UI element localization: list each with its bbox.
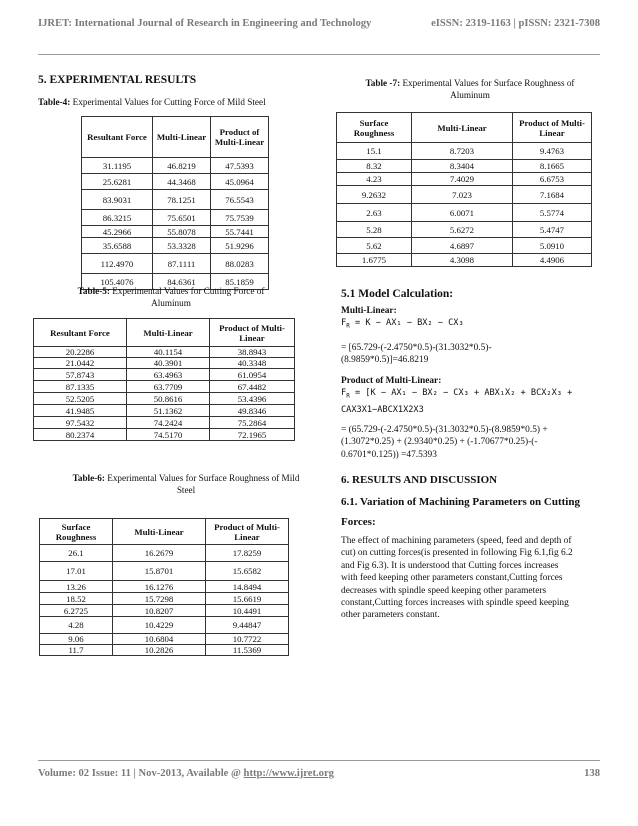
- product-multi-linear-title: Product of Multi-Linear:: [341, 376, 442, 386]
- table-cell: 25.6281: [82, 174, 153, 190]
- table-cell: 51.1362: [127, 405, 210, 417]
- table-cell: 63.4963: [127, 369, 210, 381]
- table-cell: 61.0954: [210, 369, 295, 381]
- footer-volume: Volume: 02 Issue: 11 | Nov-2013, Available @: [38, 768, 244, 779]
- table-cell: 40.3348: [210, 358, 295, 369]
- table-cell: 46.8219: [153, 158, 211, 174]
- table-cell: 4.4906: [513, 254, 592, 267]
- section-6-paragraph: The effect of machining parameters (speed, feed and depth of cut) on cutting forces(is presented in following Fig 6.1,fig 6.2 and Fig 6.3). It is understood that Cutting forces increases with feed keeping other parameters constant,Cutting forces decreases with spindle speed keeping other parameters constant,Cutting forces increases with spindle speed keeping other parameters constant.: [341, 536, 573, 621]
- table-cell: 5.62: [337, 238, 412, 254]
- table-cell: 14.8494: [206, 581, 289, 593]
- table-cell: 6.2725: [40, 605, 113, 617]
- table-row: [337, 254, 592, 267]
- table7-caption-line1: Experimental Values for Surface Roughness of: [400, 78, 575, 88]
- table-cell: 31.1195: [82, 158, 153, 174]
- table-cell: 15.6582: [206, 562, 289, 581]
- table-cell: 9.06: [40, 634, 113, 645]
- product-multi-linear-formula-line2: CAX3X1−ABCX1X2X3: [341, 404, 424, 415]
- multi-linear-calc-line1: = [65.729-(-2.4750*0.5)-(31.3032*0.5)-: [341, 342, 492, 353]
- table-row: [40, 617, 289, 634]
- table5-label: Table-5:: [77, 286, 110, 296]
- table-row: [82, 190, 269, 210]
- table-row: [82, 226, 269, 238]
- table-cell: 1.6775: [337, 254, 412, 267]
- table-cell: 26.1: [40, 545, 113, 562]
- table-cell: 50.8616: [127, 393, 210, 405]
- table-cell: 6.0071: [412, 204, 513, 222]
- issn-info: eISSN: 2319-1163 | pISSN: 2321-7308: [431, 18, 600, 29]
- multi-linear-block: [341, 305, 603, 366]
- pml-calc-line1: = (65.729-(-2.4750*0.5)-(31.3032*0.5)-(8.9859*0.5) +: [341, 424, 548, 435]
- table-row: [34, 405, 295, 417]
- table-row: [337, 143, 592, 160]
- multi-linear-formula: $F_R = K - AX_1 - BX_2 - CX_3$: [341, 318, 464, 331]
- table-cell: 17.01: [40, 562, 113, 581]
- table5-header: Multi-Linear: [127, 319, 210, 347]
- table-row: [337, 238, 592, 254]
- table-cell: 51.9296: [211, 238, 269, 254]
- table-cell: 35.6588: [82, 238, 153, 254]
- table7-header: Product of Multi-Linear: [513, 113, 592, 143]
- header-divider: [38, 54, 600, 55]
- table-cell: 45.0964: [211, 174, 269, 190]
- table-row: [337, 222, 592, 238]
- product-multi-linear-formula: $F_R = [K - AX_1 - BX_2 - CX_3 + ABX_1X_2 + BCX_2X_3$ +: [341, 388, 573, 401]
- table-cell: 10.2826: [113, 645, 206, 656]
- table-row: [34, 381, 295, 393]
- table7-caption: [340, 77, 600, 101]
- journal-header: [38, 18, 600, 29]
- table-row: [82, 158, 269, 174]
- table-row: [40, 545, 289, 562]
- table-cell: 72.1965: [210, 429, 295, 441]
- journal-link[interactable]: http://www.ijret.org: [243, 768, 334, 779]
- table-cell: 67.4482: [210, 381, 295, 393]
- table-row: [40, 581, 289, 593]
- table-cell: 86.3215: [82, 210, 153, 226]
- table7: [336, 112, 592, 267]
- table-cell: 44.3468: [153, 174, 211, 190]
- table-cell: 10.8207: [113, 605, 206, 617]
- table4-caption: [38, 96, 328, 108]
- table-cell: 13.26: [40, 581, 113, 593]
- table-cell: 20.2286: [34, 347, 127, 358]
- table-cell: 5.4747: [513, 222, 592, 238]
- table-cell: 9.2632: [337, 186, 412, 204]
- table-cell: 49.8346: [210, 405, 295, 417]
- page-footer: [38, 768, 600, 779]
- table6-caption-line1: Experimental Values for Surface Roughness of Mild: [104, 473, 300, 483]
- table-cell: 75.2864: [210, 417, 295, 429]
- table4: [81, 116, 269, 290]
- table6-header: Product of Multi-Linear: [206, 519, 289, 545]
- table7-header: Multi-Linear: [412, 113, 513, 143]
- table5-caption-line2: Aluminum: [151, 298, 191, 308]
- table-cell: 97.5432: [34, 417, 127, 429]
- multi-linear-title: Multi-Linear:: [341, 306, 397, 316]
- table-row: [34, 417, 295, 429]
- table-cell: 40.1154: [127, 347, 210, 358]
- table-cell: 4.6897: [412, 238, 513, 254]
- table6-caption: [38, 472, 334, 496]
- table-cell: 15.8701: [113, 562, 206, 581]
- table6-caption-line2: Steel: [176, 485, 196, 495]
- table-cell: 15.6619: [206, 593, 289, 605]
- table-cell: 8.7203: [412, 143, 513, 160]
- table-row: [34, 393, 295, 405]
- table-cell: 112.4970: [82, 254, 153, 274]
- table-row: [82, 210, 269, 226]
- table7-label: Table -7:: [365, 78, 401, 88]
- table-cell: 80.2374: [34, 429, 127, 441]
- table-cell: 9.44847: [206, 617, 289, 634]
- section-5-title: 5. EXPERIMENTAL RESULTS: [38, 74, 197, 86]
- table-cell: 6.6753: [513, 173, 592, 186]
- table-row: [34, 369, 295, 381]
- table-cell: 87.1111: [153, 254, 211, 274]
- table-cell: 7.4029: [412, 173, 513, 186]
- table-cell: 11.5369: [206, 645, 289, 656]
- table-row: [34, 429, 295, 441]
- table-cell: 17.8259: [206, 545, 289, 562]
- table7-caption-line2: Aluminum: [450, 90, 490, 100]
- table-cell: 57.8743: [34, 369, 127, 381]
- table-cell: 52.5205: [34, 393, 127, 405]
- table5-caption-line1: Experimental Values for Cutting Force of: [109, 286, 265, 296]
- table6-label: Table-6:: [72, 473, 105, 483]
- table-cell: 10.6804: [113, 634, 206, 645]
- table-row: [40, 645, 289, 656]
- table-cell: 10.4229: [113, 617, 206, 634]
- table6: [39, 518, 289, 656]
- table-row: [40, 593, 289, 605]
- table-cell: 5.0910: [513, 238, 592, 254]
- table4-label: Table-4:: [38, 97, 71, 107]
- pml-calc-line2: (1.3072*0.25) + (2.9340*0.25) + (-1.70677*0.25)-(-: [341, 437, 538, 448]
- table-cell: 4.28: [40, 617, 113, 634]
- pml-calc-line3: 0.6701*0.125)) =47.5393: [341, 449, 437, 460]
- table-cell: 4.23: [337, 173, 412, 186]
- table-cell: 9.4763: [513, 143, 592, 160]
- table-cell: 21.0442: [34, 358, 127, 369]
- table7-header: Surface Roughness: [337, 113, 412, 143]
- table5: [33, 318, 295, 441]
- table-cell: 18.52: [40, 593, 113, 605]
- table-cell: 74.2424: [127, 417, 210, 429]
- table-cell: 63.7709: [127, 381, 210, 393]
- table4-header: Product of Multi-Linear: [211, 117, 269, 158]
- section-6-1-title: 6.1. Variation of Machining Parameters on Cutting Forces:: [341, 496, 580, 528]
- product-multi-linear-block: [341, 375, 611, 461]
- table-cell: 4.3098: [412, 254, 513, 267]
- table-cell: 7.023: [412, 186, 513, 204]
- table4-header: Resultant Force: [82, 117, 153, 158]
- table-row: [82, 238, 269, 254]
- table-cell: 76.5543: [211, 190, 269, 210]
- table-cell: 53.4396: [210, 393, 295, 405]
- table-cell: 10.4491: [206, 605, 289, 617]
- table-cell: 55.7441: [211, 226, 269, 238]
- table6-header: Multi-Linear: [113, 519, 206, 545]
- table-cell: 8.32: [337, 160, 412, 173]
- table-cell: 38.8943: [210, 347, 295, 358]
- table-cell: 45.2966: [82, 226, 153, 238]
- table-row: [34, 347, 295, 358]
- table-cell: 8.1665: [513, 160, 592, 173]
- table-cell: 10.7722: [206, 634, 289, 645]
- section-6-title: 6. RESULTS AND DISCUSSION: [341, 474, 498, 486]
- multi-linear-calc-line2: (8.9859*0.5)]=46.8219: [341, 354, 429, 365]
- table-cell: 83.9031: [82, 190, 153, 210]
- table-cell: 87.1335: [34, 381, 127, 393]
- table-cell: 75.6501: [153, 210, 211, 226]
- table-cell: 74.5170: [127, 429, 210, 441]
- table-cell: 15.1: [337, 143, 412, 160]
- table-cell: 41.9485: [34, 405, 127, 417]
- table-cell: 105.4076: [82, 274, 153, 290]
- table-cell: 8.3404: [412, 160, 513, 173]
- table-cell: 5.5774: [513, 204, 592, 222]
- table-cell: 16.2679: [113, 545, 206, 562]
- table-cell: 15.7298: [113, 593, 206, 605]
- table-row: [337, 186, 592, 204]
- table4-header: Multi-Linear: [153, 117, 211, 158]
- table-row: [337, 204, 592, 222]
- table-row: [40, 605, 289, 617]
- table-cell: 16.1276: [113, 581, 206, 593]
- table-cell: 5.28: [337, 222, 412, 238]
- table-row: [337, 173, 592, 186]
- table-cell: 11.7: [40, 645, 113, 656]
- table-cell: 85.1859: [211, 274, 269, 290]
- table4-caption-text: Experimental Values for Cutting Force of Mild Steel: [70, 97, 266, 107]
- table-row: [82, 254, 269, 274]
- model-calc-title: 5.1 Model Calculation:: [341, 288, 454, 300]
- table-cell: 40.3901: [127, 358, 210, 369]
- table-cell: 53.3328: [153, 238, 211, 254]
- table-row: [337, 160, 592, 173]
- table5-caption: [56, 285, 286, 309]
- table5-header: Resultant Force: [34, 319, 127, 347]
- journal-title: IJRET: International Journal of Research in Engineering and Technology: [38, 18, 372, 29]
- table5-header: Product of Multi-Linear: [210, 319, 295, 347]
- table-cell: 84.6361: [153, 274, 211, 290]
- table-cell: 88.0283: [211, 254, 269, 274]
- footer-divider: [38, 760, 600, 761]
- table-cell: 2.63: [337, 204, 412, 222]
- table-cell: 78.1251: [153, 190, 211, 210]
- table-row: [40, 634, 289, 645]
- table-row: [40, 562, 289, 581]
- table-row: [34, 358, 295, 369]
- table-row: [82, 174, 269, 190]
- table-cell: 7.1684: [513, 186, 592, 204]
- table-cell: 55.8078: [153, 226, 211, 238]
- table-cell: 5.6272: [412, 222, 513, 238]
- page-number: 138: [584, 768, 600, 779]
- table-cell: 75.7539: [211, 210, 269, 226]
- table-cell: 47.5393: [211, 158, 269, 174]
- table6-header: Surface Roughness: [40, 519, 113, 545]
